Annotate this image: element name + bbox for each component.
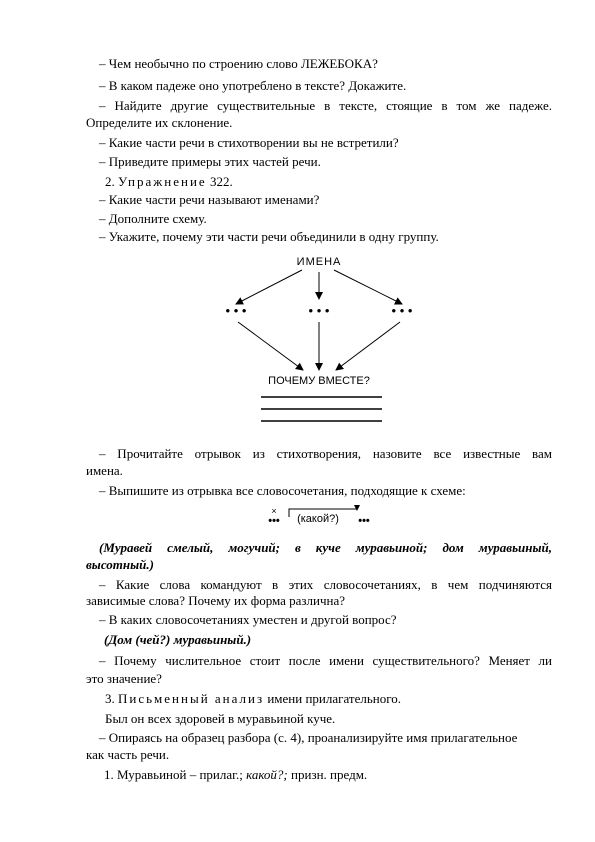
question-line: – Укажите, почему эти части речи объединили в одну группу.	[99, 229, 439, 244]
exercise-heading	[105, 691, 401, 707]
formula-cross: ×	[271, 506, 277, 516]
exercise-number: 3.	[105, 691, 115, 706]
question-line: как часть речи.	[86, 747, 170, 762]
question-line: – Приведите примеры этих частей речи.	[99, 154, 321, 169]
arrow-left	[236, 270, 302, 304]
exercise-number: 2.	[105, 174, 115, 189]
scheme-dots-left: • • •	[225, 303, 247, 318]
scheme-bottom-label: ПОЧЕМУ ВМЕСТЕ?	[268, 375, 370, 387]
analysis-line	[104, 767, 367, 783]
question-line: это значение?	[86, 671, 162, 686]
scheme-top-label: ИМЕНА	[296, 256, 342, 268]
formula-dots-left: •••	[268, 515, 280, 527]
question-line: – Какие слова командуют в этих словосочетаниях, в чем подчиняются	[99, 577, 552, 592]
question-line: – Какие части речи называют именами?	[99, 192, 320, 207]
question-line: – Почему числительное стоит после имени существительного? Меняет ли	[99, 653, 552, 668]
question-line: – Опираясь на образец разбора (с. 4), проанализируйте имя прилагательное	[99, 730, 518, 745]
analysis-question: какой?;	[246, 767, 288, 782]
scheme-dots-right: • • •	[391, 303, 413, 318]
arrow-right	[334, 270, 402, 304]
scheme-dots-middle: • • •	[308, 303, 330, 318]
exercise-rest: имени прилагательного.	[267, 691, 401, 706]
exercise-word: Упражнение	[118, 174, 207, 189]
answer-line-italic: (Муравей смелый, могучий; в куче муравьиной; дом муравьиный,	[99, 540, 552, 555]
exercise-title: Письменный анализ	[118, 691, 265, 706]
question-line: – Какие части речи в стихотворении вы не встретили?	[99, 135, 399, 150]
question-line: – Выпишите из отрывка все словосочетания, подходящие к схеме:	[99, 483, 466, 498]
analysis-part: призн. предм.	[291, 767, 368, 782]
arrow-right-down	[336, 322, 400, 370]
question-line: – Дополните схему.	[99, 211, 207, 226]
formula-arrow	[354, 505, 360, 511]
question-line: зависимые слова? Почему их форма различна?	[86, 593, 346, 608]
formula-question: (какой?)	[297, 513, 339, 525]
formula-dots-right: •••	[358, 515, 370, 527]
question-line: – Найдите другие существительные в тексте, стоящие в том же падеже.	[99, 98, 552, 113]
question-line: имена.	[86, 463, 123, 478]
question-line: Определите их склонение.	[86, 115, 233, 130]
arrow-left-down	[238, 322, 303, 370]
answer-line-italic: (Дом (чей?) муравьиный.)	[104, 632, 252, 647]
text-line: Был он всех здоровей в муравьиной куче.	[105, 711, 336, 726]
answer-line-italic: высотный.)	[86, 557, 154, 572]
question-line: – В каких словосочетаниях уместен и другой вопрос?	[99, 612, 397, 627]
exercise-page: 322.	[209, 174, 233, 189]
analysis-part: 1. Муравьиной – прилаг.;	[104, 767, 243, 782]
question-line: – В каком падеже оно употреблено в тексте? Докажите.	[99, 78, 407, 93]
question-line: – Чем необычно по строению слово ЛЕЖЕБОКА?	[99, 56, 378, 71]
question-line: – Прочитайте отрывок из стихотворения, назовите все известные вам	[99, 446, 552, 461]
